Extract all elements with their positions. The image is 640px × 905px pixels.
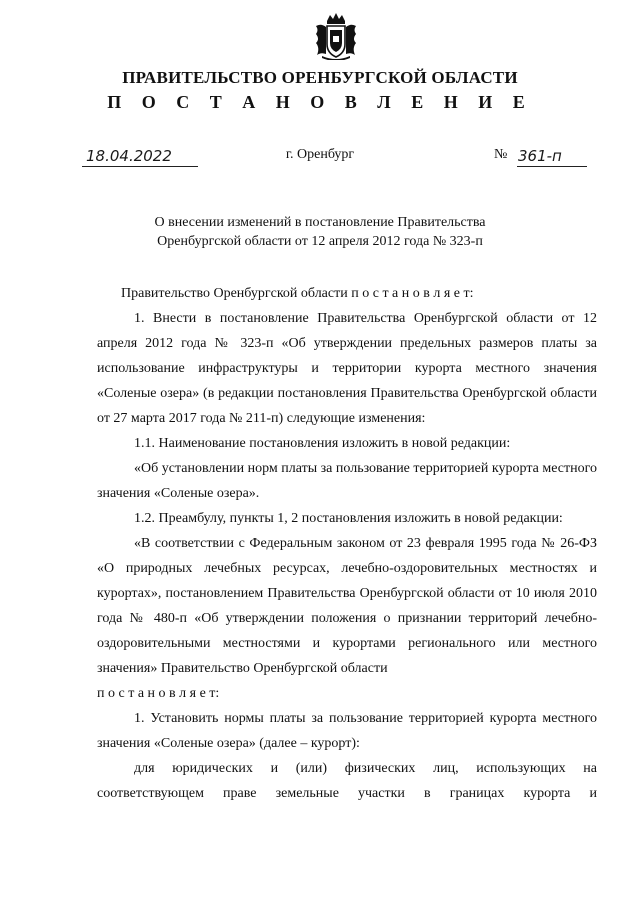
handwritten-number: 361-п xyxy=(518,147,562,165)
paragraph-1-2: 1.2. Преамбулу, пункты 1, 2 постановления изложить в новой редакции: xyxy=(134,511,563,526)
resolves-word-2: п о с т а н о в л я е т: xyxy=(97,686,220,701)
city-label: г. Оренбург xyxy=(285,147,355,162)
paragraph-1: 1. Внести в постановление Правительства Оренбургской области от 12 апреля 2012 года № 323-п «Об утверждении предельных размеров платы за использование инфраструктуры и территории курорта местного значения «Соленые озера» (в редакции постановления Правительства Оренбургской области от 27 марта 2017 года № 211-п) следующие изменения: xyxy=(97,311,597,426)
paragraph-new-title: «Об установлении норм платы за пользование территорией курорта местного значения «Соленые озера». xyxy=(97,461,597,501)
date-underline xyxy=(82,166,198,167)
government-title: ПРАВИТЕЛЬСТВО ОРЕНБУРГСКОЙ ОБЛАСТИ xyxy=(122,68,518,87)
paragraph-1-1: 1.1. Наименование постановления изложить в новой редакции: xyxy=(134,436,511,451)
paragraph-point-1: 1. Установить нормы платы за пользование территорией курорта местного значения «Соленые озера» (далее – курорт): xyxy=(97,711,597,751)
subject-line-2: Оренбургской области от 12 апреля 2012 года № 323-п xyxy=(157,234,483,249)
paragraph-resolves xyxy=(97,681,597,706)
coat-of-arms-icon xyxy=(314,12,358,60)
intro-paragraph xyxy=(97,281,597,306)
handwritten-date: 18.04.2022 xyxy=(86,147,172,165)
paragraph-legal-entities: для юридических и (или) физических лиц, использующих на соответствующем праве земельные участки в границах курорта и xyxy=(97,761,597,801)
document-subject xyxy=(120,213,520,251)
subject-line-1: О внесении изменений в постановление Правительства xyxy=(154,215,486,230)
document-body xyxy=(97,281,597,806)
resolves-word: п о с т а н о в л я е т: xyxy=(351,286,474,301)
number-label: № xyxy=(494,147,508,162)
number-underline xyxy=(517,166,587,167)
document-type-title: П О С Т А Н О В Л Е Н И Е xyxy=(107,92,533,112)
intro-text: Правительство Оренбургской области xyxy=(121,286,352,301)
paragraph-preamble: «В соответствии с Федеральным законом от 23 февраля 1995 года № 26-ФЗ «О природных лечебных ресурсах, лечебно-оздоровительных местностях и курортах», постановлением Правительства Оренбургской области от 10 июля 2010 года № 480-п «Об утверждении положения о признании территорий лечебно-оздоровительными местностями и курортами регионального или местного значения» Правительство Оренбургской области xyxy=(97,536,597,676)
